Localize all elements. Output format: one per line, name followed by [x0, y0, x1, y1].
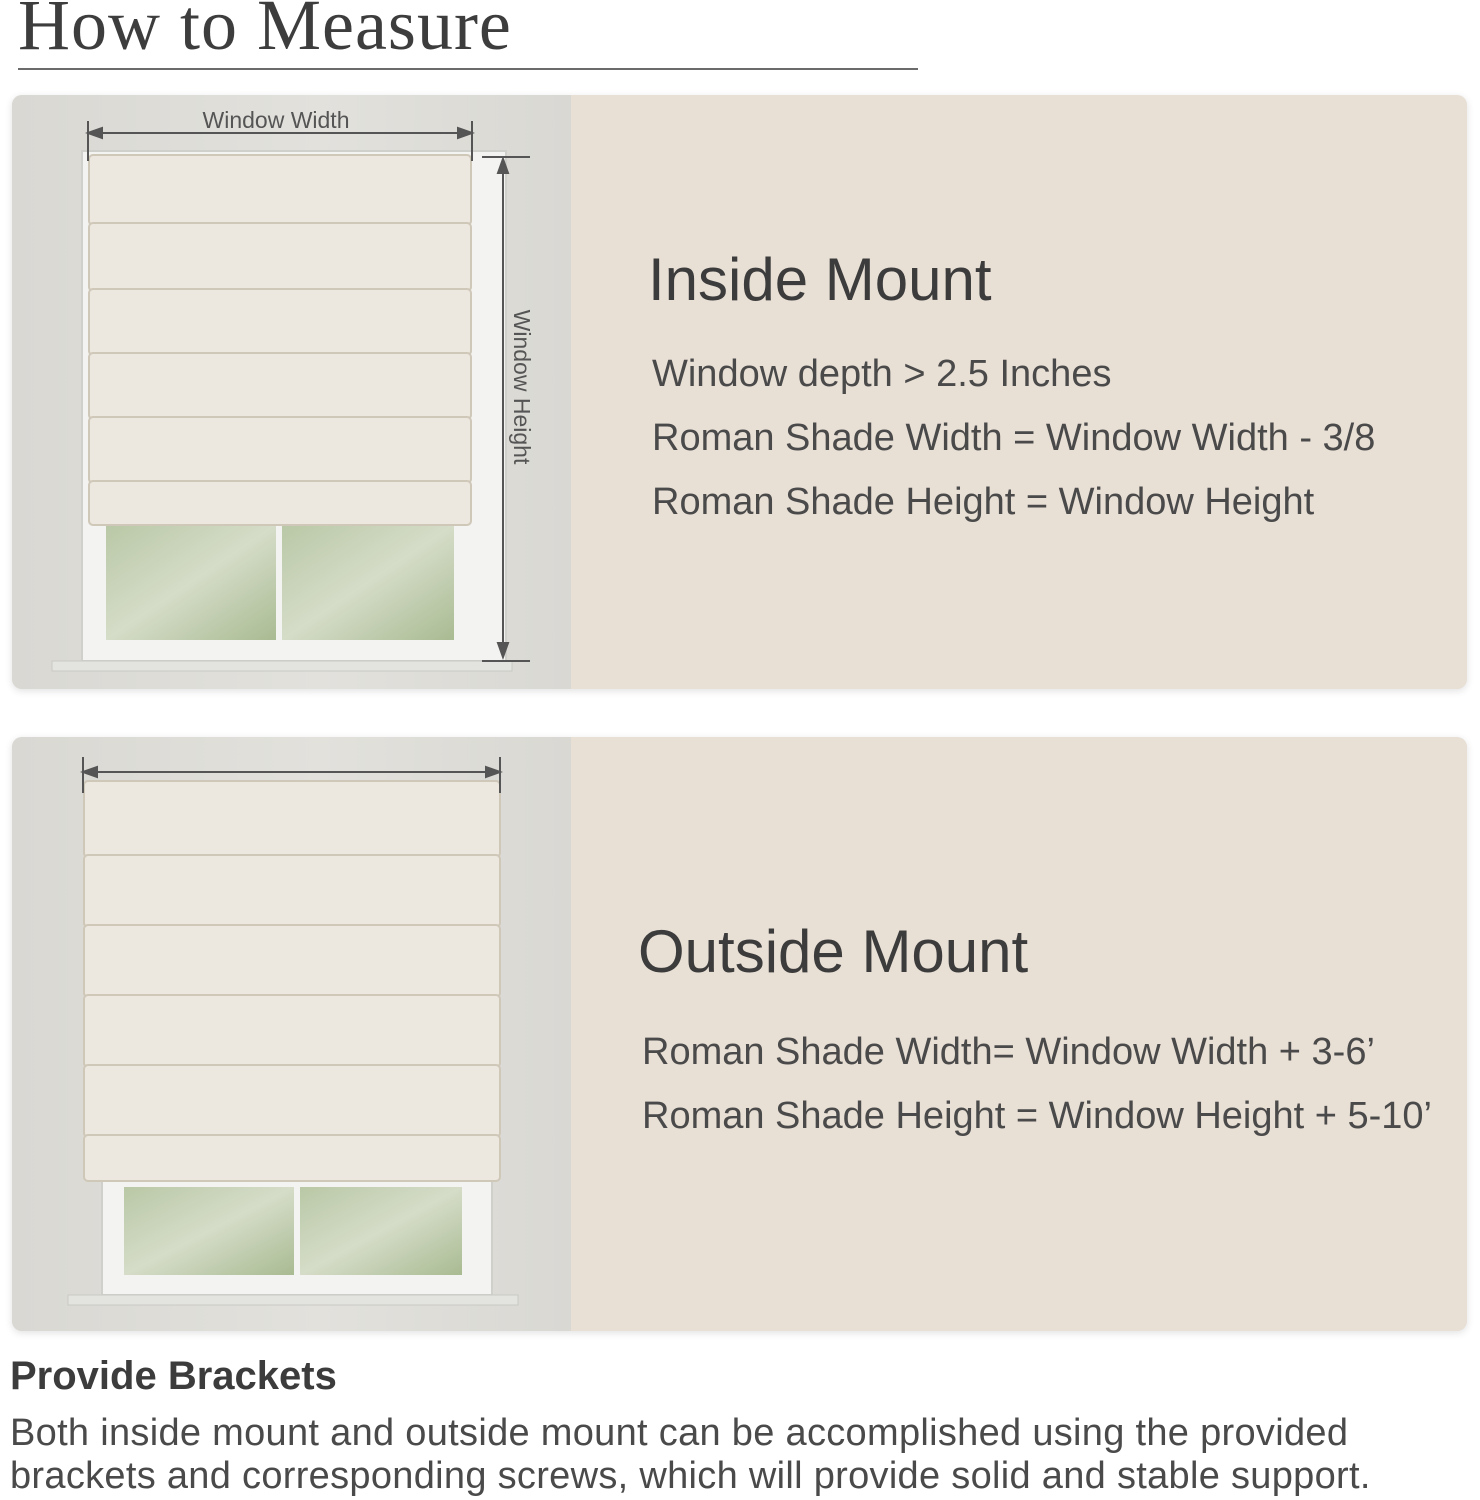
outside-spec-width: Roman Shade Width= Window Width + 3-6’ — [642, 1031, 1375, 1073]
window-sill — [52, 661, 512, 671]
window-sill — [68, 1295, 518, 1305]
window-glass — [106, 525, 276, 640]
outside-spec-height: Roman Shade Height = Window Height + 5-10’ — [642, 1095, 1433, 1137]
outside-mount-heading: Outside Mount — [638, 918, 1029, 985]
roman-shade — [84, 781, 500, 1181]
outside-mount-panel — [12, 737, 1467, 1331]
page-title: How to Measure — [18, 0, 512, 65]
provide-brackets-heading: Provide Brackets — [10, 1354, 337, 1398]
title-divider — [18, 68, 918, 70]
inside-mount-illustration — [12, 95, 571, 689]
outside-mount-illustration — [12, 737, 571, 1331]
inside-spec-height: Roman Shade Height = Window Height — [652, 481, 1315, 523]
inside-mount-heading: Inside Mount — [648, 246, 992, 313]
inside-spec-width: Roman Shade Width = Window Width - 3/8 — [652, 417, 1376, 459]
inside-spec-depth: Window depth > 2.5 Inches — [652, 353, 1112, 395]
provide-brackets-text: Both inside mount and outside mount can be accomplished using the provided brackets and corresponding screws, which will provide solid and stable support. — [10, 1412, 1371, 1497]
roman-shade — [89, 155, 471, 525]
window-glass — [124, 1187, 294, 1275]
inside-mount-panel — [12, 95, 1467, 689]
window-height-label: Window Height — [509, 309, 535, 465]
window-width-label: Window Width — [202, 107, 350, 133]
